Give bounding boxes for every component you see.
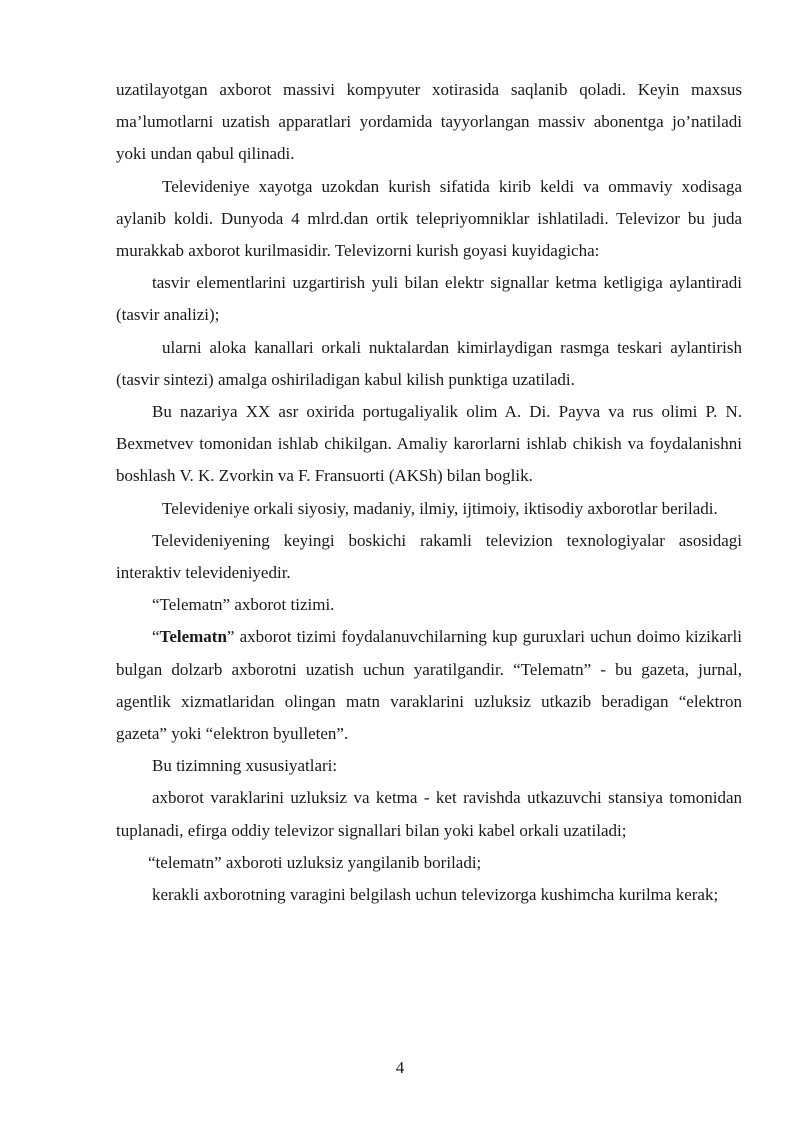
- paragraph-1: uzatilayotgan axborot massivi kompyuter xotirasida saqlanib qoladi. Keyin maxsus ma’lumotlarni uzatish apparatlari yordamida tayyorlangan massiv abonentga jo’natiladi yoki undan qabul qilinadi.: [116, 80, 742, 164]
- bold-term: Telematn: [159, 627, 227, 647]
- paragraph-2: Televideniye xayotga uzokdan kurish sifatida kirib keldi va ommaviy xodisaga aylanib koldi. Dunyoda 4 mlrd.dan ortik telepriyomniklar ishlatiladi. Televizor bu juda murakkab axborot kurilmasidir. Televizorni kurish goyasi kuyidagicha:: [116, 176, 742, 261]
- paragraph-3: tasvir elementlarini uzgartirish yuli bilan elektr signallar ketma ketligiga aylantiradi (tasvir analizi);: [116, 273, 742, 325]
- paragraph-7: Televideniyening keyingi boskichi rakamli televizion texnologiyalar asosidagi interaktiv televideniyedir.: [116, 530, 742, 583]
- page-number: 4: [395, 1058, 405, 1077]
- paragraph-6: Televideniye orkali siyosiy, madaniy, ilmiy, ijtimoiy, iktisodiy axborotlar beriladi.: [162, 498, 718, 518]
- paragraph-9-text: ” axborot tizimi foydalanuvchilarning kup guruxlari uchun doimo kizikarli bulgan dolzarb axborotni uzatish uchun yaratilgandir. “Telematn” - bu gazeta, jurnal, agentlik xizmatlaridan olingan matn varaklarini uzluksiz utkazib beradigan “elektron gazeta” yoki “elektron byulleten”.: [116, 627, 742, 744]
- paragraph-10: Bu tizimning xususiyatlari:: [152, 756, 338, 776]
- document-page: [116, 74, 742, 911]
- paragraph-9: [116, 621, 742, 750]
- paragraph-13: kerakli axborotning varagini belgilash uchun televizorga kushimcha kurilma kerak;: [152, 885, 719, 905]
- paragraph-4: ularni aloka kanallari orkali nuktalardan kimirlaydigan rasmga teskari aylantirish (tasvir sintezi) amalga oshiriladigan kabul kilish punktiga uzatiladi.: [116, 337, 742, 389]
- paragraph-11: axborot varaklarini uzluksiz va ketma - ket ravishda utkazuvchi stansiya tomonidan tuplanadi, efirga oddiy televizor signallari bilan yoki kabel orkali uzatiladi;: [116, 788, 742, 840]
- paragraph-8: “Telematn” axborot tizimi.: [152, 595, 335, 615]
- quote-open: “: [152, 627, 160, 647]
- paragraph-12: “telematn” axboroti uzluksiz yangilanib boriladi;: [148, 852, 482, 872]
- paragraph-5: Bu nazariya XX asr oxirida portugaliyalik olim A. Di. Payva va rus olimi P. N. Bexmetvev tomonidan ishlab chikilgan. Amaliy karorlarni ishlab chikish va foydalanishni boshlash V. K. Zvorkin va F. Fransuorti (AKSh) bilan boglik.: [116, 402, 742, 486]
